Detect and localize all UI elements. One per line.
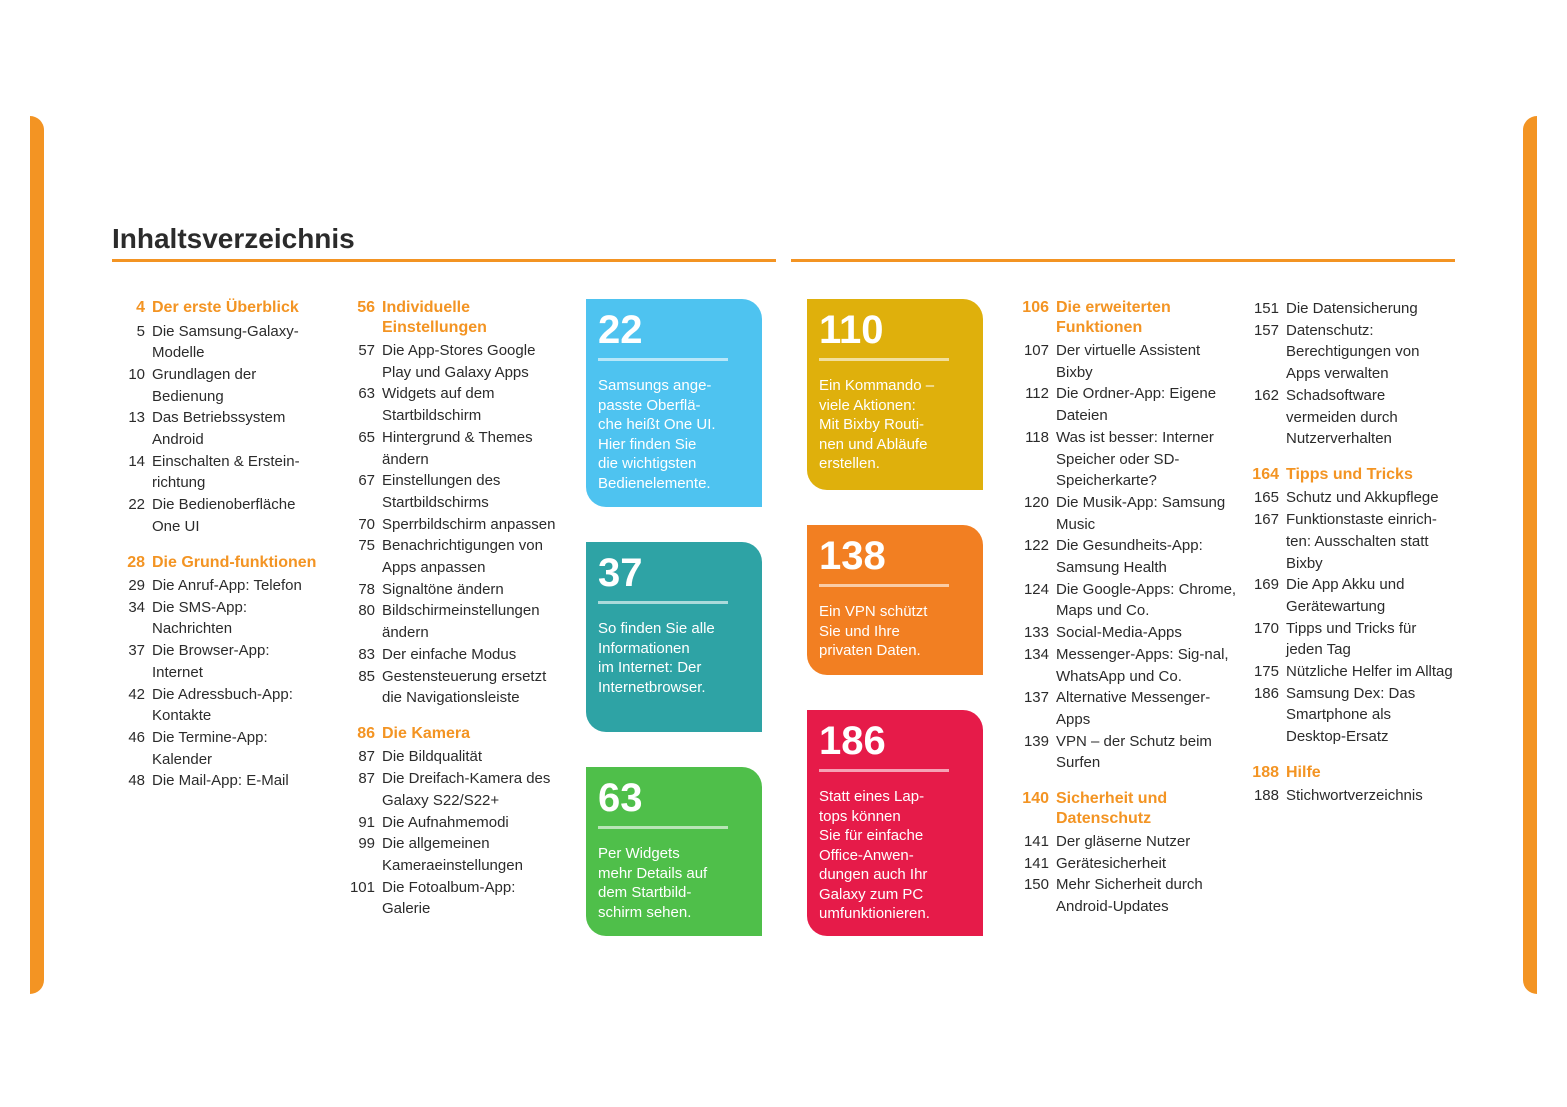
toc-section bbox=[1012, 789, 1237, 918]
toc-entry[interactable] bbox=[342, 833, 557, 876]
page-number: 139 bbox=[1023, 732, 1049, 750]
toc-entry[interactable] bbox=[112, 451, 322, 494]
page-number: 91 bbox=[358, 813, 375, 831]
page-number: 107 bbox=[1023, 342, 1049, 359]
entry-title: Die Ordner-App: Eigene Dateien bbox=[1056, 385, 1217, 425]
toc-entry[interactable] bbox=[342, 812, 557, 834]
toc-entry[interactable] bbox=[112, 321, 322, 364]
box-divider bbox=[598, 358, 728, 361]
page-number: 165 bbox=[1253, 489, 1279, 507]
entry-title: Gestensteuerung ersetzt die Navigationsleiste bbox=[382, 667, 547, 707]
box-page-number: 63 bbox=[598, 776, 643, 820]
page-number: 67 bbox=[358, 472, 375, 490]
toc-entry[interactable] bbox=[342, 746, 557, 768]
entry-title: Die Google-Apps: Chrome, Maps und Co. bbox=[1056, 580, 1237, 620]
entry-title: Die Fotoalbum-App: Galerie bbox=[382, 878, 516, 918]
highlight-box bbox=[807, 299, 983, 490]
page-number: 188 bbox=[1253, 787, 1279, 805]
entry-title: Die Aufnahmemodi bbox=[382, 813, 509, 831]
left-edge-bar bbox=[30, 116, 44, 994]
page-number: 118 bbox=[1025, 428, 1049, 446]
toc-entry[interactable] bbox=[112, 407, 322, 450]
toc-entry[interactable] bbox=[112, 727, 322, 770]
entry-title: Die Browser-App: Internet bbox=[152, 642, 270, 681]
toc-entry[interactable] bbox=[342, 666, 557, 709]
entry-title: Funktionstaste einrich-ten: Ausschalten statt Bixby bbox=[1286, 511, 1437, 572]
toc-section bbox=[342, 298, 557, 709]
toc-entry[interactable] bbox=[342, 644, 557, 666]
page-number: 133 bbox=[1023, 624, 1049, 642]
toc-entry[interactable] bbox=[1245, 683, 1455, 748]
toc-column-3 bbox=[1012, 298, 1237, 933]
entry-title: Die App Akku und Gerätewartung bbox=[1286, 576, 1405, 615]
toc-entry[interactable] bbox=[1012, 383, 1237, 426]
chapter-title: Tipps und Tricks bbox=[1286, 465, 1413, 483]
page-number: 170 bbox=[1253, 619, 1279, 637]
toc-entry[interactable] bbox=[1012, 622, 1237, 644]
box-page-number: 22 bbox=[598, 308, 643, 352]
toc-section bbox=[1012, 298, 1237, 774]
toc-entry[interactable] bbox=[342, 768, 557, 811]
box-divider bbox=[819, 769, 949, 772]
highlight-box bbox=[586, 299, 762, 507]
toc-section bbox=[342, 724, 557, 920]
toc-chapter-heading[interactable] bbox=[342, 298, 557, 337]
toc-entry[interactable] bbox=[1245, 487, 1455, 509]
page-number: 134 bbox=[1023, 645, 1049, 663]
entry-title: Das Betriebssystem Android bbox=[152, 409, 286, 449]
page-number: 63 bbox=[358, 385, 375, 403]
toc-entry[interactable] bbox=[112, 364, 322, 407]
box-divider bbox=[819, 358, 949, 361]
toc-entry[interactable] bbox=[112, 640, 322, 683]
toc-entry[interactable] bbox=[342, 427, 557, 470]
page-number: 112 bbox=[1025, 385, 1049, 403]
toc-entry[interactable] bbox=[112, 575, 322, 597]
toc-entry[interactable] bbox=[1012, 492, 1237, 535]
page-number: 141 bbox=[1023, 854, 1049, 872]
entry-title: Der gläserne Nutzer bbox=[1056, 833, 1191, 851]
toc-entry[interactable] bbox=[1012, 579, 1237, 622]
entry-title: Der virtuelle Assistent Bixby bbox=[1056, 342, 1201, 381]
page-number: 70 bbox=[358, 515, 375, 533]
entry-title: Der einfache Modus bbox=[382, 645, 517, 663]
box-description: Ein VPN schützt Sie und Ihre privaten Daten. bbox=[819, 603, 928, 659]
toc-column-1 bbox=[112, 298, 322, 807]
page-number: 14 bbox=[128, 452, 145, 470]
page-number: 57 bbox=[358, 342, 375, 359]
page-number: 157 bbox=[1253, 321, 1279, 339]
page-number: 169 bbox=[1253, 576, 1279, 594]
page-number: 137 bbox=[1023, 689, 1049, 707]
entry-title: Die Bildqualität bbox=[382, 748, 483, 766]
entry-title: Tipps und Tricks für jeden Tag bbox=[1286, 619, 1417, 659]
page-number: 140 bbox=[1022, 790, 1049, 808]
page-number: 34 bbox=[128, 598, 145, 616]
page-number: 85 bbox=[358, 667, 375, 685]
box-description: Statt eines Lap- tops können Sie für einfache Office-Anwen- dungen auch Ihr Galaxy zum PC umfunktionieren. bbox=[819, 788, 930, 922]
toc-entry[interactable] bbox=[1245, 385, 1455, 450]
entry-title: Schadsoftware vermeiden durch Nutzerverhalten bbox=[1286, 386, 1398, 448]
entry-title: Mehr Sicherheit durch Android-Updates bbox=[1056, 876, 1203, 916]
page-number: 4 bbox=[136, 299, 145, 316]
toc-section bbox=[112, 298, 322, 538]
page-number: 10 bbox=[128, 365, 145, 383]
entry-title: Einstellungen des Startbildschirms bbox=[382, 472, 501, 511]
page-number: 80 bbox=[358, 602, 375, 620]
page-number: 175 bbox=[1253, 663, 1279, 681]
box-divider bbox=[598, 826, 728, 829]
chapter-title: Die Grund-funktionen bbox=[152, 553, 317, 571]
box-page-number: 37 bbox=[598, 551, 643, 595]
title-rule-right bbox=[791, 259, 1455, 262]
toc-section bbox=[1245, 298, 1455, 450]
entry-title: Samsung Dex: Das Smartphone als Desktop-Ersatz bbox=[1286, 684, 1416, 746]
entry-title: Die Bedienoberfläche One UI bbox=[152, 496, 296, 535]
page-number: 29 bbox=[128, 577, 145, 595]
toc-chapter-heading[interactable] bbox=[1245, 465, 1455, 485]
toc-entry[interactable] bbox=[1245, 574, 1455, 617]
toc-chapter-heading[interactable] bbox=[112, 553, 322, 573]
page-number: 5 bbox=[136, 322, 145, 340]
toc-entry[interactable] bbox=[112, 494, 322, 537]
highlight-box bbox=[807, 525, 983, 675]
entry-title: Einschalten & Erstein-richtung bbox=[152, 452, 300, 492]
box-description: Samsungs ange- passte Oberflä- che heißt One UI. Hier finden Sie die wichtigsten Bedienelemente. bbox=[598, 377, 716, 492]
page-title: Inhaltsverzeichnis bbox=[112, 223, 355, 254]
toc-entry[interactable] bbox=[342, 470, 557, 513]
page-number: 162 bbox=[1253, 386, 1279, 404]
page-number: 42 bbox=[128, 685, 145, 703]
page-number: 141 bbox=[1023, 833, 1049, 851]
toc-entry[interactable] bbox=[1012, 340, 1237, 383]
toc-entry[interactable] bbox=[1012, 644, 1237, 687]
toc-entry[interactable] bbox=[1012, 831, 1237, 853]
toc-chapter-heading[interactable] bbox=[1245, 763, 1455, 783]
page-number: 78 bbox=[358, 580, 375, 598]
page-number: 56 bbox=[357, 299, 375, 316]
page-number: 13 bbox=[128, 409, 145, 427]
toc-entry[interactable] bbox=[1012, 427, 1237, 492]
toc-entry[interactable] bbox=[342, 383, 557, 426]
page-number: 186 bbox=[1253, 684, 1279, 702]
page-number: 87 bbox=[358, 770, 375, 788]
chapter-title: Individuelle Einstellungen bbox=[382, 299, 487, 336]
toc-chapter-heading[interactable] bbox=[342, 724, 557, 744]
toc-chapter-heading[interactable] bbox=[112, 298, 322, 318]
page-number: 83 bbox=[358, 645, 375, 663]
entry-title: Messenger-Apps: Sig-nal, WhatsApp und Co. bbox=[1056, 645, 1229, 685]
chapter-title: Hilfe bbox=[1286, 763, 1321, 781]
box-description: Per Widgets mehr Details auf dem Startbild- schirm sehen. bbox=[598, 845, 708, 921]
entry-title: Hintergrund & Themes ändern bbox=[382, 428, 533, 468]
page-number: 167 bbox=[1253, 511, 1279, 529]
page-number: 120 bbox=[1023, 493, 1049, 511]
box-page-number: 138 bbox=[819, 534, 886, 578]
box-divider bbox=[819, 584, 949, 587]
page-number: 188 bbox=[1252, 763, 1279, 781]
entry-title: Die Gesundheits-App: Samsung Health bbox=[1056, 537, 1203, 577]
page-number: 122 bbox=[1023, 537, 1049, 555]
page-number: 151 bbox=[1253, 300, 1279, 317]
page-number: 106 bbox=[1022, 299, 1049, 316]
toc-entry[interactable] bbox=[112, 770, 322, 792]
toc-entry[interactable] bbox=[1245, 298, 1455, 320]
entry-title: Die SMS-App: Nachrichten bbox=[152, 598, 248, 638]
toc-entry[interactable] bbox=[1245, 618, 1455, 661]
toc-entry[interactable] bbox=[342, 535, 557, 578]
toc-entry[interactable] bbox=[342, 579, 557, 601]
box-description: So finden Sie alle Informationen im Internet: Der Internetbrowser. bbox=[598, 620, 715, 696]
right-edge-bar bbox=[1523, 116, 1537, 994]
chapter-title: Der erste Überblick bbox=[152, 299, 299, 316]
page-number: 99 bbox=[358, 835, 375, 853]
box-divider bbox=[598, 601, 728, 604]
entry-title: VPN – der Schutz beim Surfen bbox=[1056, 732, 1212, 772]
entry-title: Schutz und Akkupflege bbox=[1286, 489, 1439, 507]
chapter-title: Sicherheit und Datenschutz bbox=[1056, 790, 1168, 827]
entry-title: Widgets auf dem Startbildschirm bbox=[382, 385, 495, 425]
entry-title: Datenschutz: Berechtigungen von Apps verwalten bbox=[1286, 321, 1420, 383]
toc-chapter-heading[interactable] bbox=[1012, 789, 1237, 828]
highlight-box bbox=[586, 542, 762, 732]
toc-section bbox=[112, 553, 322, 793]
entry-title: Die Mail-App: E-Mail bbox=[152, 772, 289, 790]
entry-title: Die Datensicherung bbox=[1286, 300, 1418, 317]
toc-entry[interactable] bbox=[1245, 785, 1455, 807]
page-number: 86 bbox=[357, 724, 375, 742]
entry-title: Gerätesicherheit bbox=[1056, 854, 1167, 872]
toc-column-2 bbox=[342, 298, 557, 935]
toc-entry[interactable] bbox=[342, 600, 557, 643]
page-number: 75 bbox=[358, 537, 375, 555]
chapter-title: Die Kamera bbox=[382, 724, 471, 742]
entry-title: Signaltöne ändern bbox=[382, 580, 504, 598]
page-number: 164 bbox=[1252, 465, 1279, 483]
page-number: 46 bbox=[128, 728, 145, 746]
entry-title: Grundlagen der Bedienung bbox=[152, 365, 257, 405]
entry-title: Sperrbildschirm anpassen bbox=[382, 515, 556, 533]
toc-entry[interactable] bbox=[342, 514, 557, 536]
toc-entry[interactable] bbox=[1012, 874, 1237, 917]
entry-title: Die Termine-App: Kalender bbox=[152, 728, 268, 768]
entry-title: Die Samsung-Galaxy-Modelle bbox=[152, 322, 299, 362]
page-number: 65 bbox=[358, 428, 375, 446]
box-description: Ein Kommando – viele Aktionen: Mit Bixby Routi- nen und Abläufe erstellen. bbox=[819, 377, 935, 472]
page-number: 150 bbox=[1023, 876, 1049, 894]
toc-entry[interactable] bbox=[112, 597, 322, 640]
toc-entry[interactable] bbox=[1012, 687, 1237, 730]
page-number: 22 bbox=[128, 496, 145, 514]
highlight-box bbox=[807, 710, 983, 936]
entry-title: Alternative Messenger-Apps bbox=[1056, 689, 1211, 728]
page-number: 87 bbox=[358, 748, 375, 766]
page-number: 48 bbox=[128, 772, 145, 790]
entry-title: Die Musik-App: Samsung Music bbox=[1056, 493, 1226, 533]
entry-title: Social-Media-Apps bbox=[1056, 624, 1182, 642]
entry-title: Die Anruf-App: Telefon bbox=[152, 577, 302, 595]
entry-title: Die allgemeinen Kameraeinstellungen bbox=[382, 835, 523, 874]
toc-chapter-heading[interactable] bbox=[1012, 298, 1237, 337]
toc-entry[interactable] bbox=[342, 877, 557, 920]
page-number: 124 bbox=[1023, 580, 1049, 598]
box-page-number: 110 bbox=[819, 308, 884, 352]
toc-entry[interactable] bbox=[1012, 535, 1237, 578]
page-number: 37 bbox=[128, 642, 145, 660]
highlight-box bbox=[586, 767, 762, 936]
toc-entry[interactable] bbox=[1245, 661, 1455, 683]
toc-entry[interactable] bbox=[1245, 320, 1455, 385]
title-rule-left bbox=[112, 259, 776, 262]
toc-entry[interactable] bbox=[1012, 731, 1237, 774]
toc-entry[interactable] bbox=[1012, 853, 1237, 875]
page-number: 28 bbox=[127, 553, 145, 571]
entry-title: Was ist besser: Interner Speicher oder SD-Speicherkarte? bbox=[1056, 428, 1214, 490]
entry-title: Die App-Stores Google Play und Galaxy Apps bbox=[382, 342, 536, 381]
page-number: 101 bbox=[349, 878, 375, 896]
toc-section bbox=[1245, 763, 1455, 807]
toc-column-4 bbox=[1245, 298, 1455, 822]
toc-entry[interactable] bbox=[112, 684, 322, 727]
toc-entry[interactable] bbox=[342, 340, 557, 383]
entry-title: Bildschirmeinstellungen ändern bbox=[382, 602, 540, 642]
entry-title: Benachrichtigungen von Apps anpassen bbox=[382, 537, 543, 577]
box-page-number: 186 bbox=[819, 719, 886, 763]
entry-title: Nützliche Helfer im Alltag bbox=[1286, 663, 1453, 681]
toc-section bbox=[1245, 465, 1455, 748]
toc-entry[interactable] bbox=[1245, 509, 1455, 574]
entry-title: Die Adressbuch-App: Kontakte bbox=[152, 685, 293, 725]
entry-title: Die Dreifach-Kamera des Galaxy S22/S22+ bbox=[382, 770, 551, 809]
chapter-title: Die erweiterten Funktionen bbox=[1056, 299, 1171, 336]
entry-title: Stichwortverzeichnis bbox=[1286, 787, 1423, 805]
